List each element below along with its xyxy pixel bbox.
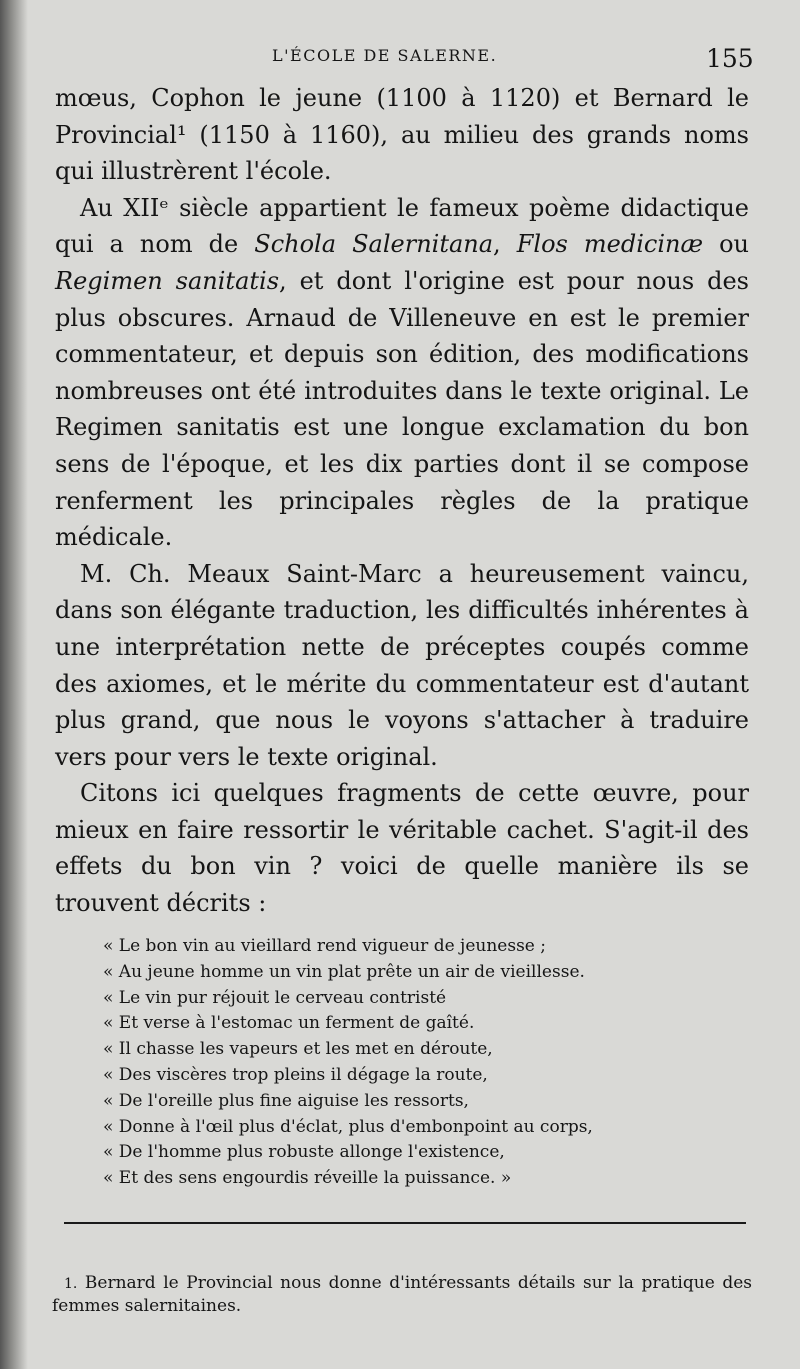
verse-line: « Le vin pur réjouit le cerveau contristé bbox=[103, 987, 447, 1008]
work-title: Regimen sanitatis bbox=[55, 266, 280, 295]
verse-line: « Il chasse les vapeurs et les met en déroute, bbox=[103, 1039, 493, 1060]
verse-line: « De l'homme plus robuste allonge l'existence, bbox=[103, 1142, 505, 1163]
footnote-rule bbox=[64, 1222, 746, 1224]
verse-quotation bbox=[103, 934, 753, 1192]
paragraph-text: Au XIIᵉ siècle appartient le fameux poème didactique qui a nom de bbox=[55, 193, 749, 259]
page-header bbox=[0, 44, 800, 74]
separator: ou bbox=[703, 230, 749, 259]
verse-line: « Au jeune homme un vin plat prête un air de vieillesse. bbox=[103, 961, 585, 982]
paragraph-translation: M. Ch. Meaux Saint-Marc a heureusement vaincu, dans son élégante traduction, les difficultés inhérentes à une interprétation nette de préceptes coupés comme des axiomes, et le mérite du commentateur est d'autant plus grand, que nous le voyons s'attacher à traduire vers pour vers le texte original. bbox=[55, 559, 749, 771]
verse-line: « Des viscères trop pleins il dégage la route, bbox=[103, 1064, 488, 1085]
footnote bbox=[52, 1272, 752, 1317]
paragraph-text: , et dont l'origine est pour nous des plus obscures. Arnaud de Villeneuve en est le premier commentateur, et depuis son édition, des modifications nombreuses ont été introduites dans le texte original. Le Regimen sanitatis est une longue exclamation du bon sens de l'époque, et les dix parties dont il se compose renferment les principales règles de la pratique médicale. bbox=[55, 266, 749, 552]
paragraph-regimen bbox=[55, 190, 749, 556]
verse-line: « Et verse à l'estomac un ferment de gaîté. bbox=[103, 1013, 475, 1034]
body-text bbox=[55, 80, 749, 922]
verse-line: « Et des sens engourdis réveille la puissance. » bbox=[103, 1168, 512, 1189]
verse-line: « De l'oreille plus fine aiguise les ressorts, bbox=[103, 1090, 469, 1111]
footnote-text: Bernard le Provincial nous donne d'intéressants détails sur la pratique des femmes salernitaines. bbox=[52, 1273, 752, 1316]
separator: , bbox=[493, 230, 517, 259]
page-number: 155 bbox=[706, 44, 754, 73]
verse-line: « Donne à l'œil plus d'éclat, plus d'embonpoint au corps, bbox=[103, 1116, 593, 1137]
running-head: L'ÉCOLE DE SALERNE. bbox=[272, 46, 498, 65]
paragraph-fragments: Citons ici quelques fragments de cette œuvre, pour mieux en faire ressortir le véritable cachet. S'agit-il des effets du bon vin ? voici de quelle manière ils se trouvent décrits : bbox=[55, 779, 749, 918]
work-title: Schola Salernitana bbox=[254, 230, 494, 259]
paragraph-continuation: mœus, Cophon le jeune (1100 à 1120) et Bernard le Provincial¹ (1150 à 1160), au milieu des grands noms qui illustrèrent l'école. bbox=[55, 84, 749, 186]
verse-line: « Le bon vin au vieillard rend vigueur de jeunesse ; bbox=[103, 936, 546, 956]
footnote-marker: 1. bbox=[64, 1276, 78, 1292]
work-title: Flos medicinæ bbox=[516, 230, 704, 259]
